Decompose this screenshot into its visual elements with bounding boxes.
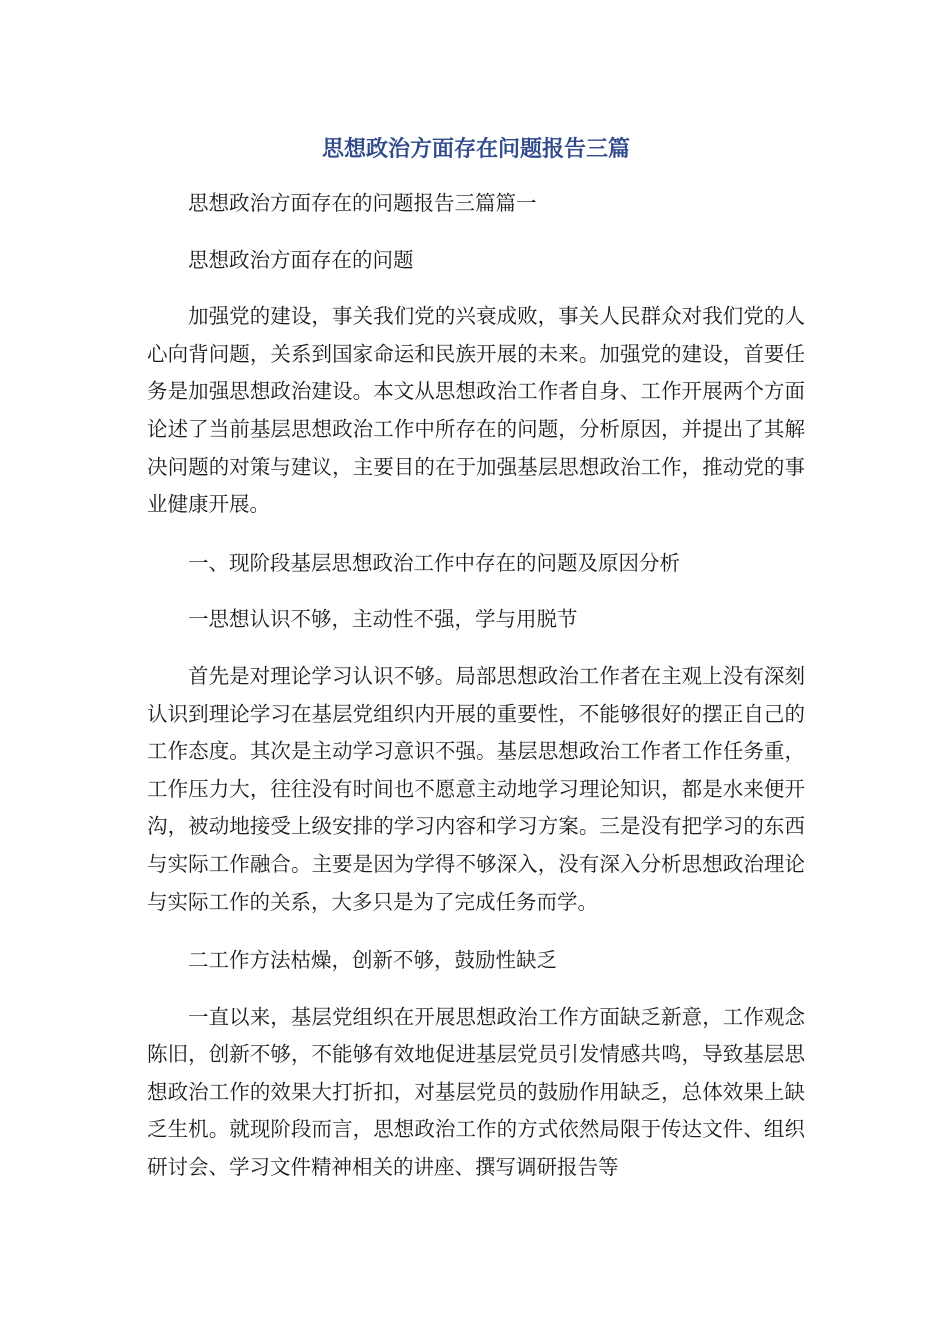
document-page bbox=[147, 128, 805, 1208]
section-heading: 二工作方法枯燥，创新不够，鼓励性缺乏 bbox=[188, 948, 557, 973]
section-heading: 思想政治方面存在的问题报告三篇篇一 bbox=[188, 191, 537, 215]
section-heading: 思想政治方面存在的问题 bbox=[188, 247, 414, 272]
body-paragraph: 一直以来，基层党组织在开展思想政治工作方面缺乏新意，工作观念陈旧，创新不够，不能够有效地促进基层党员引发情感共鸣，导致基层思想政治工作的效果大打折扣，对基层党员的鼓励作用缺乏，总体效果上缺乏生机。就现阶段而言，思想政治工作的方式依然局限于传达文件、组织研讨会、学习文件精神相关的讲座、撰写调研报告等 bbox=[147, 1004, 805, 1180]
body-paragraph: 加强党的建设，事关我们党的兴衰成败，事关人民群众对我们党的人心向背问题，关系到国家命运和民族开展的未来。加强党的建设，首要任务是加强思想政治建设。本文从思想政治工作者自身、工作开展两个方面论述了当前基层思想政治工作中所存在的问题，分析原因，并提出了其解决问题的对策与建议，主要目的在于加强基层思想政治工作，推动党的事业健康开展。 bbox=[147, 304, 805, 517]
section-heading: 一、现阶段基层思想政治工作中存在的问题及原因分析 bbox=[188, 550, 680, 575]
section-heading: 一思想认识不够，主动性不强，学与用脱节 bbox=[188, 607, 578, 632]
document-title: 思想政治方面存在问题报告三篇 bbox=[321, 137, 630, 162]
body-paragraph: 首先是对理论学习认识不够。局部思想政治工作者在主观上没有深刻认识到理论学习在基层党组织内开展的重要性，不能够很好的摆正自己的工作态度。其次是主动学习意识不强。基层思想政治工作者工作任务重，工作压力大，往往没有时间也不愿意主动地学习理论知识，都是水来便开沟，被动地接受上级安排的学习内容和学习方案。三是没有把学习的东西与实际工作融合。主要是因为学得不够深入，没有深入分析思想政治理论与实际工作的关系，大多只是为了完成任务而学。 bbox=[147, 663, 805, 914]
